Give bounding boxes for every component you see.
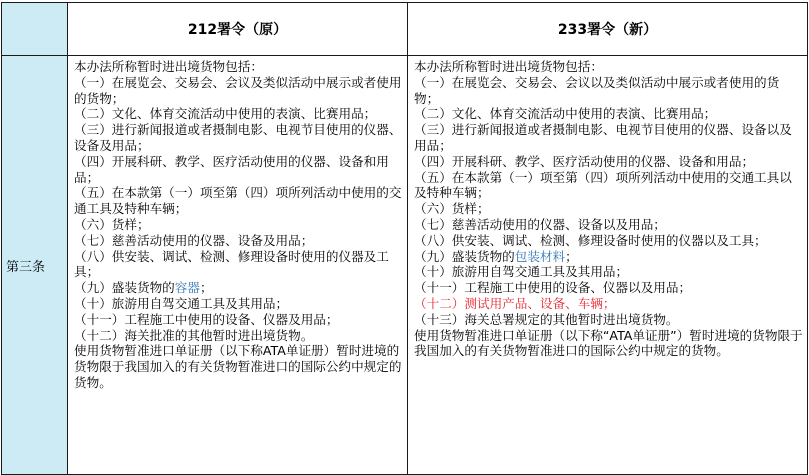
old-item-9-suffix: ； [199,280,213,296]
new-item-1: （一）在展览会、交易会、会议以及类似活动中展示或者使用的货物； [414,74,780,106]
new-item-13: （十三）海关总署规定的其他暂时进出境货物。 [414,311,679,327]
old-item-9-prefix: （九）盛装货物的 [74,280,175,296]
new-item-6: （六）货样； [414,201,490,217]
header-row [2,3,808,56]
new-item-9-prefix: （九）盛装货物的 [414,248,515,264]
old-item-9-highlight: 容器 [174,280,200,296]
new-item-8: （八）供安装、调试、检测、修理设备时使用的仪器以及工具； [414,232,767,248]
comparison-table [1,2,808,475]
new-item-12-added: （十二）测试用产品、设备、车辆； [414,295,616,311]
new-closing: 使用货物暂准进口单证册（以下称“ATA单证册”）暂时进境的货物限于我国加入的有关货物暂准进口的国际公约中规定的货物。 [414,327,803,359]
old-item-2: （二）文化、体育交流活动中使用的表演、比赛用品； [74,106,377,122]
old-item-5: （五）在本款第（一）项至第（四）项所列活动中使用的交通工具及特种车辆； [74,185,402,217]
article-label: 第三条 [2,56,68,475]
old-closing: 使用货物暂准进口单证册（以下称ATA单证册）暂时进境的货物限于我国加入的有关货物暂准进口的国际公约中规定的货物。 [74,343,402,390]
article-row [2,56,808,475]
old-item-10: （十）旅游用自驾交通工具及其用品； [74,295,289,311]
old-item-9 [74,280,403,296]
old-version-header: 212署令（原） [68,3,408,56]
old-item-7: （七）慈善活动使用的仪器、设备及用品； [74,232,314,248]
old-item-11: （十一）工程施工中使用的设备、仪器及用品； [74,311,339,327]
new-item-9-highlight: 包装材料 [514,248,566,264]
old-intro: 本办法所称暂时进出境货物包括： [74,59,263,74]
new-version-text [408,56,808,475]
new-item-3: （三）进行新闻报道或者摄制电影、电视节目使用的仪器、设备以及用品； [414,122,792,153]
new-item-5: （五）在本款第（一）项至第（四）项所列活动中使用的交通工具以及特种车辆； [414,169,792,201]
new-item-4: （四）开展科研、教学、医疗活动使用的仪器、设备和用品； [414,153,755,169]
old-item-3: （三）进行新闻报道或者摄制电影、电视节目使用的仪器、设备及用品； [74,122,402,153]
old-item-8: （八）供安装、调试、检测、修理设备时使用的仪器及工具； [74,248,389,280]
new-item-11: （十一）工程施工中使用的设备、仪器以及用品； [414,280,692,296]
new-item-2: （二）文化、体育交流活动中使用的表演、比赛用品； [414,106,717,122]
new-version-header: 233署令（新） [408,3,808,56]
old-item-1: （一）在展览会、交易会、会议及类似活动中展示或者使用的货物； [74,74,402,106]
new-item-7: （七）慈善活动使用的仪器、设备以及用品； [414,216,666,232]
new-item-9 [414,249,803,265]
new-item-9-suffix: ； [565,248,578,264]
old-version-text [68,56,408,475]
new-intro: 本办法所称暂时进出境货物包括： [414,59,603,74]
old-item-12: （十二）海关批准的其他暂时进出境货物。 [74,327,314,343]
corner-cell [2,3,68,56]
old-item-6: （六）货样； [74,216,150,232]
old-item-4: （四）开展科研、教学、医疗活动使用的仪器、设备和用品； [74,153,389,185]
new-item-10: （十）旅游用自驾交通工具及其用品； [414,264,629,280]
